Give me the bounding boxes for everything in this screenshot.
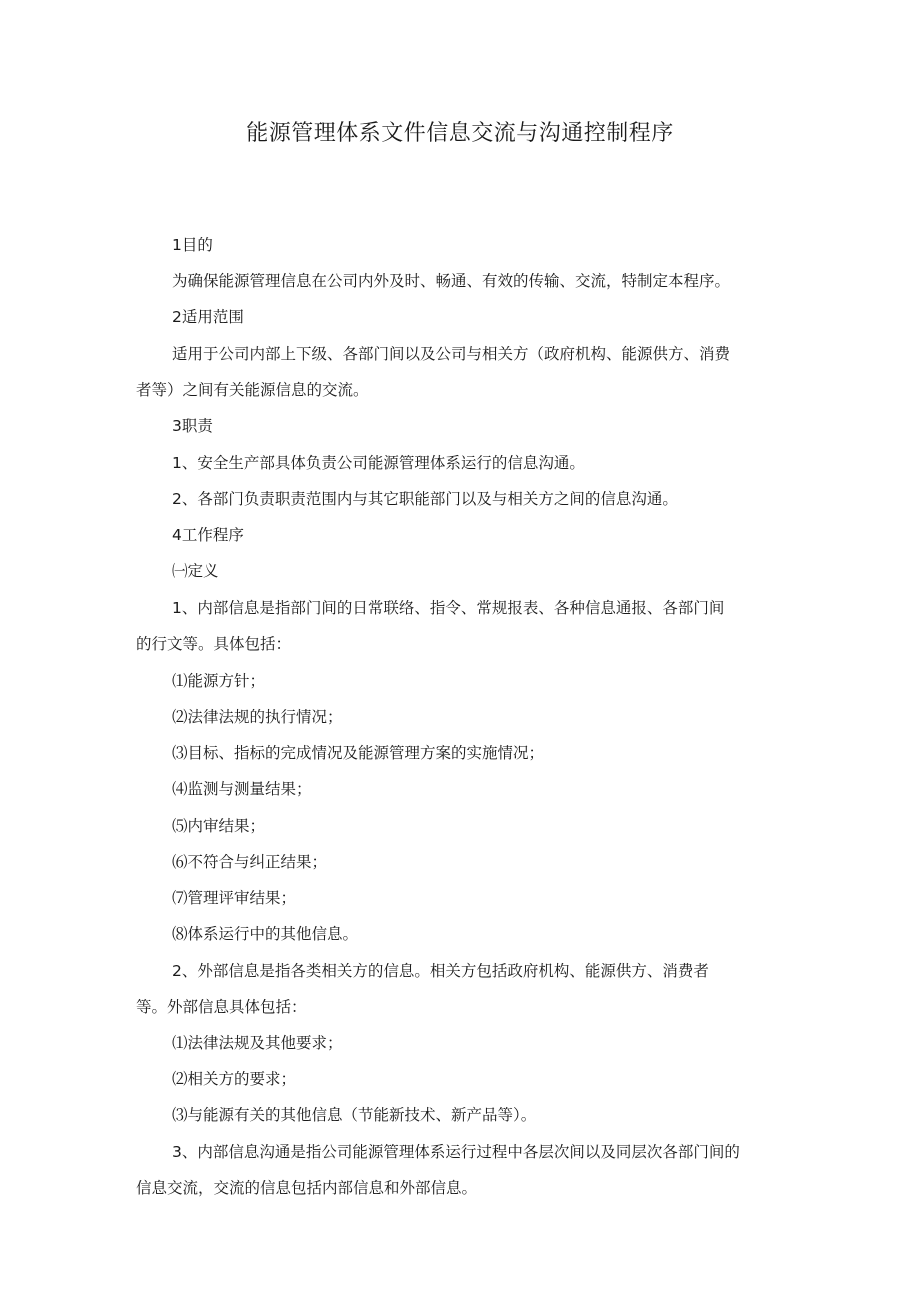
- list-item: 2、各部门负责职责范围内与其它职能部门以及与相关方之间的信息沟通。: [172, 490, 678, 508]
- paragraph-line: 的行文等。具体包括：: [136, 635, 292, 653]
- section-heading-purpose: 1目的: [172, 236, 213, 254]
- list-item: ⑹不符合与纠正结果；: [172, 853, 328, 871]
- list-item: ⑴能源方针；: [172, 672, 266, 690]
- section-heading-responsibilities: 3职责: [172, 417, 213, 435]
- paragraph-line: 1、内部信息是指部门间的日常联络、指令、常规报表、各种信息通报、各部门间: [172, 599, 725, 617]
- paragraph-line: 者等）之间有关能源信息的交流。: [136, 381, 369, 399]
- paragraph-line: 等。外部信息具体包括：: [136, 998, 307, 1016]
- list-item: ⑻体系运行中的其他信息。: [172, 925, 359, 943]
- section-heading-procedure: 4工作程序: [172, 526, 244, 544]
- paragraph-line: 信息交流，交流的信息包括内部信息和外部信息。: [136, 1179, 478, 1197]
- list-item: ⑶与能源有关的其他信息（节能新技术、新产品等）。: [172, 1106, 537, 1124]
- paragraph-line: 3、内部信息沟通是指公司能源管理体系运行过程中各层次间以及同层次各部门间的: [172, 1143, 740, 1161]
- paragraph-line: 2、外部信息是指各类相关方的信息。相关方包括政府机构、能源供方、消费者: [172, 962, 709, 980]
- list-item: ⑴法律法规及其他要求；: [172, 1034, 343, 1052]
- list-item: ⑵法律法规的执行情况；: [172, 708, 343, 726]
- list-item: ⑶目标、指标的完成情况及能源管理方案的实施情况；: [172, 744, 545, 762]
- section-heading-scope: 2适用范围: [172, 308, 244, 326]
- document-title: 能源管理体系文件信息交流与沟通控制程序: [246, 121, 674, 146]
- paragraph-line: 为确保能源管理信息在公司内外及时、畅通、有效的传输、交流，特制定本程序。: [172, 272, 731, 290]
- list-item: 1、安全生产部具体负责公司能源管理体系运行的信息沟通。: [172, 454, 585, 472]
- paragraph-line: 适用于公司内部上下级、各部门间以及公司与相关方（政府机构、能源供方、消费: [172, 345, 731, 363]
- list-item: ⑸内审结果；: [172, 817, 266, 835]
- subsection-heading-definition: ㈠定义: [172, 562, 219, 580]
- list-item: ⑵相关方的要求；: [172, 1070, 297, 1088]
- list-item: ⑷监测与测量结果；: [172, 780, 312, 798]
- list-item: ⑺管理评审结果；: [172, 889, 297, 907]
